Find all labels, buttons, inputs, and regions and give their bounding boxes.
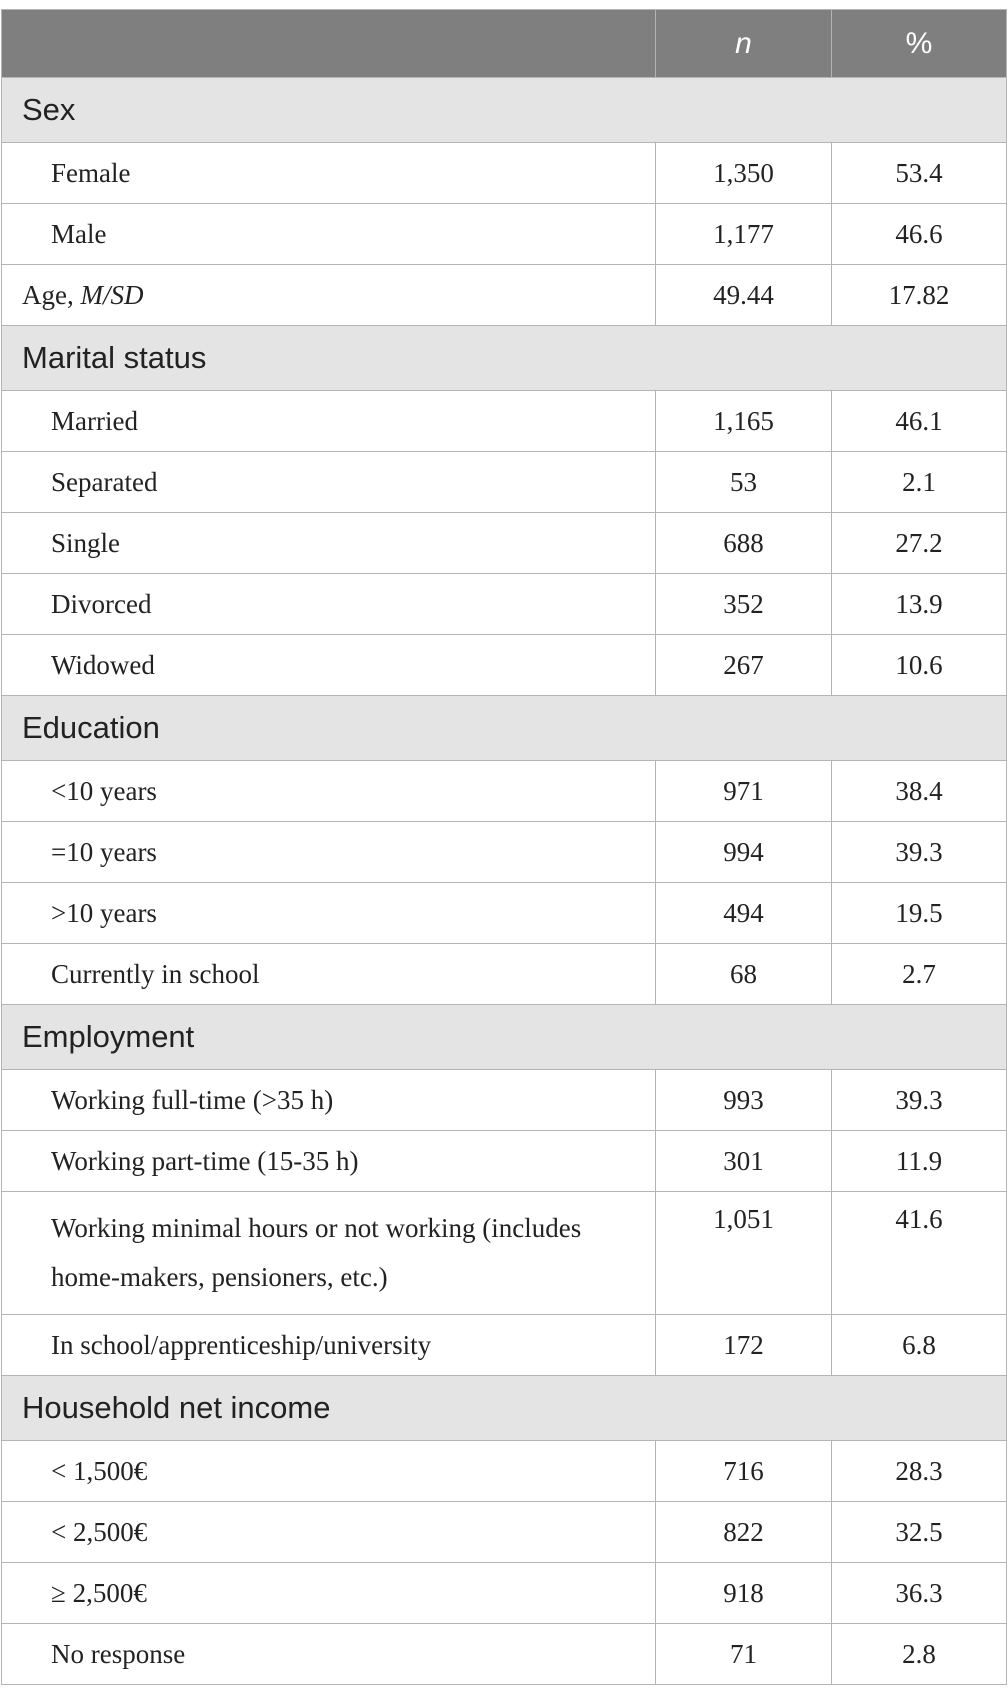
row-pct: 10.6 [832,635,1007,696]
row-n: 49.44 [656,265,832,326]
table-row [2,1192,1007,1315]
row-label: Working full-time (>35 h) [2,1070,656,1131]
header-label-cell [2,10,656,78]
row-n: 71 [656,1624,832,1685]
row-label: < 1,500€ [2,1441,656,1502]
section-title: Education [2,696,1007,761]
table-row [2,452,1007,513]
row-pct: 38.4 [832,761,1007,822]
section-title: Marital status [2,326,1007,391]
row-n: 301 [656,1131,832,1192]
row-label: In school/apprenticeship/university [2,1315,656,1376]
row-pct: 53.4 [832,143,1007,204]
table-row [2,143,1007,204]
row-pct: 39.3 [832,1070,1007,1131]
table-row [2,391,1007,452]
table-row [2,822,1007,883]
row-pct: 41.6 [832,1192,1007,1315]
section-row-employment [2,1005,1007,1070]
row-n: 994 [656,822,832,883]
row-pct: 39.3 [832,822,1007,883]
row-pct: 28.3 [832,1441,1007,1502]
row-n: 267 [656,635,832,696]
row-label: No response [2,1624,656,1685]
section-row-sex [2,78,1007,143]
row-n: 68 [656,944,832,1005]
row-pct: 27.2 [832,513,1007,574]
demographics-table [1,9,1007,1685]
row-pct: 2.8 [832,1624,1007,1685]
row-pct: 6.8 [832,1315,1007,1376]
table-row [2,574,1007,635]
row-pct: 46.6 [832,204,1007,265]
row-label: Widowed [2,635,656,696]
row-pct: 32.5 [832,1502,1007,1563]
row-label: <10 years [2,761,656,822]
row-pct: 19.5 [832,883,1007,944]
row-pct: 2.1 [832,452,1007,513]
row-pct: 46.1 [832,391,1007,452]
row-n: 1,165 [656,391,832,452]
row-n: 688 [656,513,832,574]
row-n: 822 [656,1502,832,1563]
age-label-italic: M/SD [80,279,144,310]
table-row [2,1070,1007,1131]
row-n: 716 [656,1441,832,1502]
table-row [2,204,1007,265]
row-label: Male [2,204,656,265]
table-row [2,1441,1007,1502]
header-percent: % [832,10,1007,78]
row-label: Currently in school [2,944,656,1005]
row-n: 1,051 [656,1192,832,1315]
row-n: 494 [656,883,832,944]
row-label: Married [2,391,656,452]
row-label: Divorced [2,574,656,635]
header-n: n [656,10,832,78]
row-label: < 2,500€ [2,1502,656,1563]
row-n: 1,350 [656,143,832,204]
row-pct: 36.3 [832,1563,1007,1624]
row-label [2,265,656,326]
section-title: Household net income [2,1376,1007,1441]
table-row-age [2,265,1007,326]
row-n: 53 [656,452,832,513]
section-row-education [2,696,1007,761]
row-n: 352 [656,574,832,635]
row-n: 971 [656,761,832,822]
table-row [2,635,1007,696]
section-title: Sex [2,78,1007,143]
table-row [2,1502,1007,1563]
table-header-row [2,10,1007,78]
table-row [2,1315,1007,1376]
table-row [2,883,1007,944]
row-pct: 11.9 [832,1131,1007,1192]
table-row [2,944,1007,1005]
row-pct: 13.9 [832,574,1007,635]
row-n: 993 [656,1070,832,1131]
row-n: 918 [656,1563,832,1624]
row-n: 1,177 [656,204,832,265]
row-label: Separated [2,452,656,513]
row-label: =10 years [2,822,656,883]
row-pct: 2.7 [832,944,1007,1005]
section-row-income [2,1376,1007,1441]
table-row [2,1563,1007,1624]
section-title: Employment [2,1005,1007,1070]
row-label: ≥ 2,500€ [2,1563,656,1624]
row-label: Working minimal hours or not working (includes home-makers, pensioners, etc.) [2,1192,656,1315]
row-label: Female [2,143,656,204]
row-pct: 17.82 [832,265,1007,326]
row-label: Single [2,513,656,574]
table-row [2,1131,1007,1192]
section-row-marital [2,326,1007,391]
table-row [2,761,1007,822]
table-row [2,1624,1007,1685]
row-label: Working part-time (15-35 h) [2,1131,656,1192]
row-n: 172 [656,1315,832,1376]
table-row [2,513,1007,574]
row-label: >10 years [2,883,656,944]
age-label-text: Age, [22,279,81,310]
